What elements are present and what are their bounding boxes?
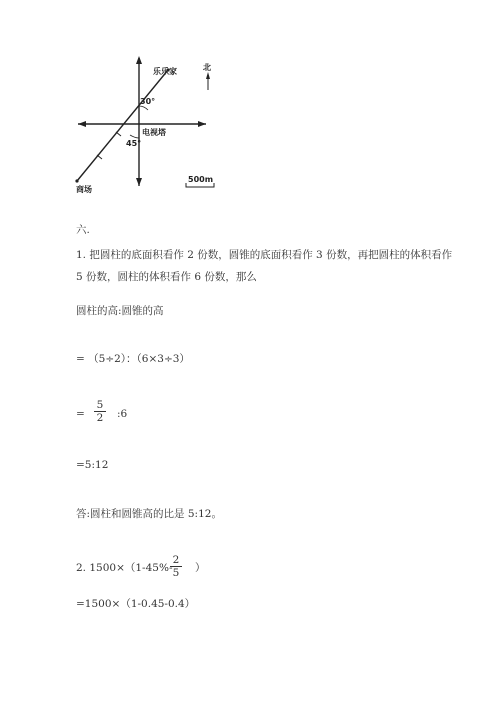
label-angle-45: 45° [126,139,142,148]
q2-numerator: 2 [172,554,180,566]
q1-step3: =5:12 [76,459,109,471]
angle-arc-30 [139,106,148,110]
label-scale: 500m [188,175,214,184]
axis-arrow-left [78,121,86,127]
q1-ratio-label: 圆柱的高:圆锥的高 [76,305,164,317]
route-tick-2 [97,155,102,159]
q1-step2-suffix: :6 [117,408,128,420]
q1-step1: = （5÷2）：（6×3÷3） [76,353,190,365]
label-tv-tower: 电视塔 [142,128,166,137]
q1-answer: 答:圆柱和圆锥高的比是 5:12。 [76,508,222,520]
q2-denominator: 5 [172,567,180,579]
axis-arrow-right [198,121,206,127]
section-title: 六. [76,224,90,236]
q2-fraction [169,554,183,579]
q2-prefix: 2. 1500×（1-45%- [76,562,173,574]
q2-suffix: ） [195,562,206,574]
q1-step2-prefix: = [76,408,85,420]
axis-arrow-down [136,178,142,186]
route-tick-1 [116,132,121,136]
q1-step2-numerator: 5 [96,399,104,411]
q1-line1: 1. 把圆柱的底面积看作 2 份数，圆锥的底面积看作 3 份数，再把圆柱的体积看作 [76,249,453,261]
q1-step2-fraction [93,399,107,424]
label-lelejia: 乐乐家 [153,67,177,76]
q1-step2-denominator: 2 [96,412,104,424]
axis-arrow-up [136,56,142,64]
north-arrow-head [206,72,210,79]
angle-arc-45 [130,135,139,138]
direction-map-diagram [60,48,240,198]
mall-point [75,179,78,182]
label-mall: 商场 [76,185,92,194]
label-angle-30: 30° [140,97,156,106]
route-line [77,70,168,181]
q2-step1: =1500×（1-0.45-0.4） [76,598,196,610]
q1-line2: 5 份数，圆柱的体积看作 6 份数，那么 [76,271,257,283]
label-north: 北 [203,63,211,72]
